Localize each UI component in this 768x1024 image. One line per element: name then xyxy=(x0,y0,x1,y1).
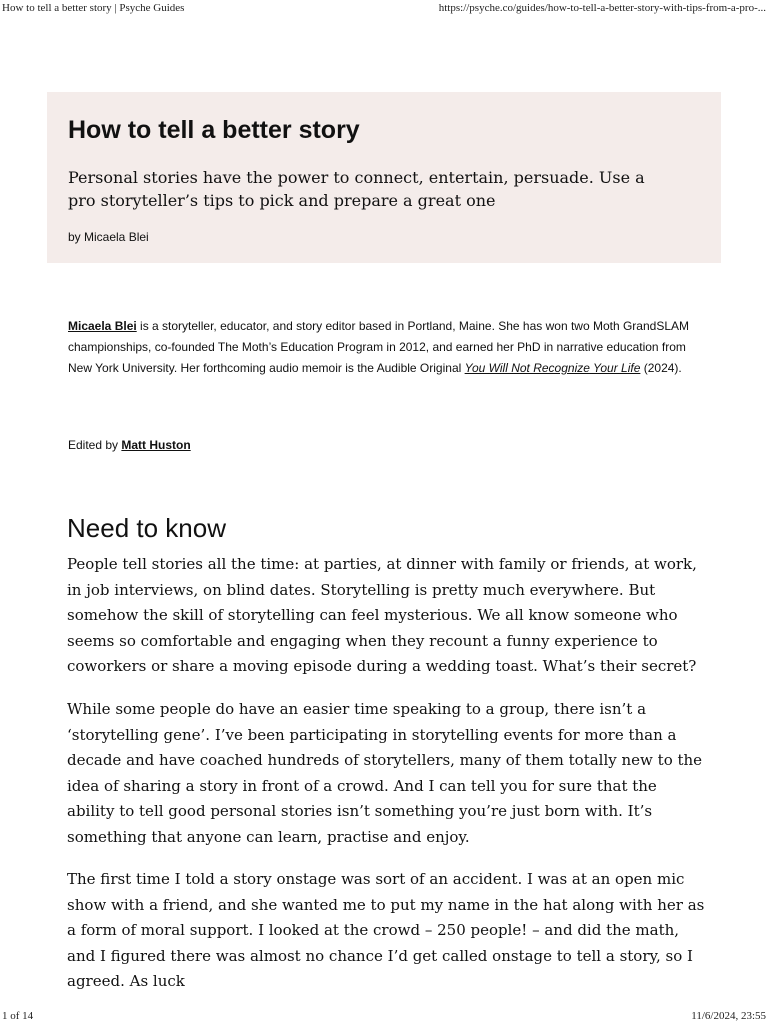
body-paragraph: While some people do have an easier time speaking to a group, there isn’t a ‘storytelling gene’. I’ve been participating in storytelling events for more than a decade and have coached hundreds of storytellers, many of them totally new to the idea of sharing a story in front of a crowd. And I can tell you for sure that the ability to tell good personal stories isn’t something you’re just born with. It’s something that anyone can learn, practise and enjoy. xyxy=(67,700,703,846)
editor-credit xyxy=(68,436,191,454)
print-footer xyxy=(0,1008,768,1024)
author-bio xyxy=(68,316,698,379)
editor-link[interactable]: Matt Huston xyxy=(121,438,191,452)
article-standfirst: Personal stories have the power to connect, entertain, persuade. Use a pro storyteller’s tips to pick and prepare a great one xyxy=(68,168,645,210)
body-paragraph: People tell stories all the time: at parties, at dinner with family or friends, at work, in job interviews, on blind dates. Storytelling is pretty much everywhere. But somehow the skill of storytelling can feel mysterious. We all know someone who seems so comfortable and engaging when they recount a funny experience to coworkers or share a moving episode during a wedding toast. What’s their secret? xyxy=(67,555,697,676)
book-link[interactable]: You Will Not Recognize Your Life xyxy=(464,361,641,375)
editor-prefix: Edited by xyxy=(68,438,122,452)
print-page-title: How to tell a better story | Psyche Guides xyxy=(2,2,185,14)
author-bio-text-end: (2024). xyxy=(640,361,682,375)
print-datetime: 11/6/2024, 23:55 xyxy=(691,1010,766,1022)
article-byline: by Micaela Blei xyxy=(68,230,149,244)
print-url: https://psyche.co/guides/how-to-tell-a-better-story-with-tips-from-a-pro-... xyxy=(438,2,766,14)
print-header xyxy=(0,0,768,16)
article-title: How to tell a better story xyxy=(68,116,360,144)
section-heading: Need to know xyxy=(67,513,226,543)
body-paragraph: The first time I told a story onstage was sort of an accident. I was at an open mic show with a friend, and she wanted me to put my name in the hat along with her as a form of moral support. I looked at the crowd – 250 people! – and did the math, and I figured there was almost no chance I’d get called onstage to tell a story, so I agreed. As luck xyxy=(67,870,705,991)
author-bio-text: is a storyteller, educator, and story editor based in Portland, Maine. She has won two Moth GrandSLAM championships, co-founded The Moth’s Education Program in 2012, and earned her PhD in narrative education from New York University. Her forthcoming audio memoir is the Audible Original xyxy=(68,319,689,375)
print-page-count: 1 of 14 xyxy=(2,1010,34,1022)
author-link[interactable]: Micaela Blei xyxy=(68,319,137,333)
article-hero xyxy=(47,92,721,263)
